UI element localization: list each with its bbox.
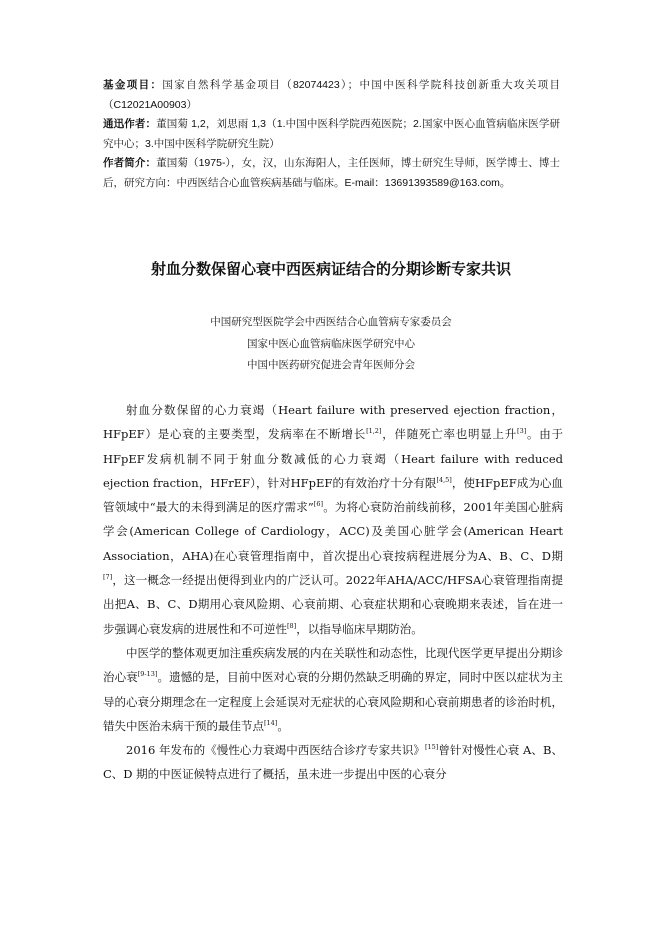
text-run: 中医学的整体观更加注重疾病发展的内在关联性和动态性，比现代医学更早提出分期诊治心衰 (103, 645, 563, 685)
organization-line: 中国中医药研究促进会青年医师分会 (247, 359, 415, 371)
funding-line (103, 76, 560, 115)
body-text (103, 398, 563, 787)
citation: [8] (287, 621, 297, 630)
funding-text: 国家自然科学基金项目（82074423）；中国中医科学院科技创新重大攻关项目（C12021A00903） (103, 79, 561, 111)
text-run: 。 (277, 718, 289, 733)
paper-title: 射血分数保留心衰中西医病证结合的分期诊断专家共识 (150, 260, 511, 278)
text-run: ，这一概念一经提出便得到业内的广泛认可。2022年AHA/ACC/HFSA心衰管理指南提出把A、B、C、D期用心衰风险期、心衰前期、心衰症状期和心衰晚期来表述，旨在进一步强调心衰发病的进展性和不可逆性 (103, 573, 563, 636)
author-bio-label: 作者简介： (103, 157, 157, 169)
funding-label: 基金项目： (103, 79, 163, 91)
corresponding-author-line (103, 115, 560, 154)
citation: [1,2] (366, 427, 382, 436)
author-organizations (0, 312, 662, 377)
text-run: ，使HFpEF成为心血管领域中“最大的未得到满足的医疗需求” (103, 475, 563, 515)
text-run: ，伴随死亡率也明显上升 (381, 427, 518, 442)
text-run: 。为将心衰防治前线前移，2001年美国心脏病学会(American College of Cardiology，ACC)及美国心脏学会(American Heart Association，AHA)在心衰管理指南中，首次提出心衰按病程进展分为A、B、C、D期 (103, 500, 564, 563)
corresponding-author-text: 董国菊 1,2，刘思雨 1,3（1.中国中医科学院西苑医院；2.国家中医心血管病临床医学研究中心；3.中国中医科学院研究生院） (103, 118, 560, 150)
citation: [3] (517, 427, 527, 436)
author-bio-line (103, 154, 560, 193)
text-run: 曾针对慢性心衰 A、B、C、D 期的中医证候特点进行了概括，虽未进一步提出中医的心衰分 (103, 743, 563, 782)
text-run: 2016 年发布的《慢性心力衰竭中西医结合诊疗专家共识》 (126, 743, 425, 758)
citation: [4,5] (436, 476, 452, 485)
text-run: 。由于HFpEF发病机制不同于射血分数减低的心力衰竭（Heart failure with reduced ejection fraction，HFrEF），针对HFpEF的有效治疗十分有限 (103, 427, 564, 490)
organization-line: 中国研究型医院学会中西医结合心血管病专家委员会 (210, 316, 452, 328)
corresponding-author-label: 通迅作者： (103, 118, 157, 130)
paragraph-3 (103, 738, 563, 787)
citation: [6] (313, 500, 324, 509)
organization-line: 国家中医心血管病临床医学研究中心 (247, 337, 415, 350)
author-bio-text: 董国菊（1975-），女，汉，山东海阳人，主任医师，博士研究生导师，医学博士、博士后，研究方向：中西医结合心血管疾病基础与临床。E-mail：13691393589@163.com。 (103, 157, 561, 189)
article-metadata (103, 76, 560, 193)
citation: [7] (103, 573, 113, 582)
citation: [15] (424, 743, 439, 752)
text-run: 。遗憾的是，目前中医对心衰的分期仍然缺乏明确的界定，同时中医以症状为主导的心衰分期理念在一定程度上会延误对无症状的心衰风险期和心衰前期患者的诊治时机，错失中医治未病干预的最佳节点 (103, 670, 563, 733)
text-run: ，以指导临床早期防治。 (296, 621, 423, 636)
paragraph-2 (103, 641, 563, 738)
text-run: 射血分数保留的心力衰竭（Heart failure with preserved ejection fraction，HFpEF）是心衰的主要类型，发病率在不断增长 (103, 403, 563, 442)
citation: [9-13] (137, 670, 158, 679)
paragraph-1 (103, 398, 563, 641)
citation: [14] (264, 719, 278, 728)
